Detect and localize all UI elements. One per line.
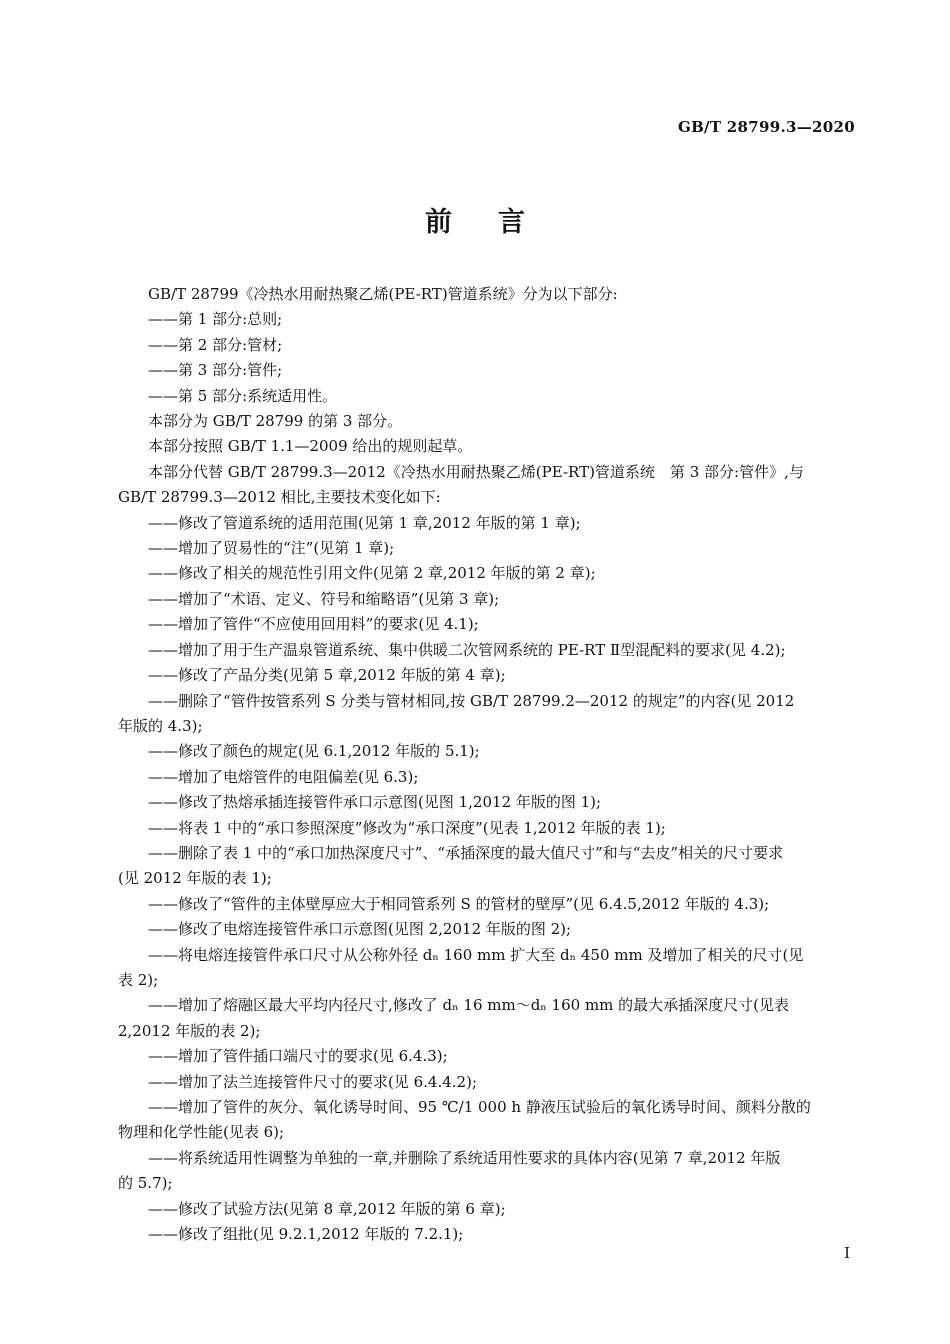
change-item	[118, 739, 860, 764]
change-item	[118, 1044, 860, 1069]
change-item	[118, 587, 860, 612]
change-item-text: ——修改了相关的规范性引用文件(见第 2 章,2012 年版的第 2 章);	[148, 564, 596, 583]
change-item	[118, 790, 860, 815]
intro-line: GB/T 28799《冷热水用耐热聚乙烯(PE-RT)管道系统》分为以下部分:	[148, 285, 618, 303]
change-item-text: ——修改了热熔承插连接管件承口示意图(见图 1,2012 年版的图 1);	[148, 793, 602, 812]
change-item	[118, 1146, 860, 1197]
change-item	[118, 612, 860, 637]
intro-line: ——第 5 部分:系统适用性。	[148, 386, 338, 405]
change-item-text: ——修改了“管件的主体壁厚应大于相同管系列 S 的管材的壁厚”(见 6.4.5,2012 年版的 4.3);	[148, 894, 770, 913]
page-title: 前言	[425, 207, 571, 238]
standard-number: GB/T 28799.3—2020	[677, 118, 855, 136]
change-item-text: ——增加了熔融区最大平均内径尺寸,修改了 dₙ 16 mm～dₙ 160 mm 的最大承插深度尺寸(见表	[148, 996, 790, 1015]
change-item	[118, 993, 860, 1044]
intro-section	[118, 282, 860, 460]
change-item-continuation: 2,2012 年版的表 2);	[118, 1021, 261, 1040]
intro-line: ——第 1 部分:总则;	[148, 310, 283, 329]
change-item	[118, 765, 860, 790]
change-item	[118, 689, 860, 740]
change-item	[118, 943, 860, 994]
intro-line: ——第 3 部分:管件;	[148, 361, 283, 380]
change-item	[118, 816, 860, 841]
change-item-text: ——修改了管道系统的适用范围(见第 1 章,2012 年版的第 1 章);	[148, 513, 581, 532]
change-item	[118, 1070, 860, 1095]
change-item-text: ——增加了法兰连接管件尺寸的要求(见 6.4.4.2);	[148, 1072, 478, 1091]
change-item	[118, 892, 860, 917]
change-item-text: ——增加了管件插口端尺寸的要求(见 6.4.3);	[148, 1047, 448, 1066]
change-item-text: ——增加了电熔管件的电阻偏差(见 6.3);	[148, 767, 419, 786]
change-item-text: ——将电熔连接管件承口尺寸从公称外径 dₙ 160 mm 扩大至 dₙ 450 mm 及增加了相关的尺寸(见	[148, 945, 804, 964]
change-item-continuation: 表 2);	[118, 970, 159, 989]
change-item-continuation: 物理和化学性能(见表 6);	[118, 1123, 285, 1142]
change-item-text: ——修改了电熔连接管件承口示意图(见图 2,2012 年版的图 2);	[148, 920, 572, 939]
change-item-text: ——删除了“管件按管系列 S 分类与管材相同,按 GB/T 28799.2—2012 的规定”的内容(见 2012	[148, 691, 795, 710]
change-item-text: ——将表 1 中的“承口参照深度”修改为“承口深度”(见表 1,2012 年版的表 1);	[148, 818, 666, 837]
change-item-text: ——增加了“术语、定义、符号和缩略语”(见第 3 章);	[148, 589, 500, 608]
change-item-text: ——删除了表 1 中的“承口加热深度尺寸”、“承插深度的最大值尺寸”和与“去皮”相关的尺寸要求	[148, 843, 784, 862]
change-item	[118, 1197, 860, 1222]
change-item	[118, 511, 860, 536]
change-item	[118, 638, 860, 663]
intro-line: 本部分按照 GB/T 1.1—2009 给出的规则起草。	[148, 437, 473, 456]
change-item	[118, 561, 860, 586]
change-item	[118, 1095, 860, 1146]
change-item-text: ——修改了产品分类(见第 5 章,2012 年版的第 4 章);	[148, 666, 506, 685]
page-number: I	[844, 1244, 850, 1262]
change-item-text: ——增加了管件的灰分、氧化诱导时间、95 ℃/1 000 h 静液压试验后的氧化诱导时间、颜料分散的	[148, 1098, 811, 1116]
change-item	[118, 663, 860, 688]
change-item-text: ——修改了颜色的规定(见 6.1,2012 年版的 5.1);	[148, 742, 480, 761]
intro-line: 本部分为 GB/T 28799 的第 3 部分。	[148, 412, 403, 431]
change-item-text: ——将系统适用性调整为单独的一章,并删除了系统适用性要求的具体内容(见第 7 章,2012 年版	[148, 1148, 781, 1167]
change-item-continuation: (见 2012 年版的表 1);	[118, 869, 272, 888]
change-item-text: ——修改了试验方法(见第 8 章,2012 年版的第 6 章);	[148, 1199, 506, 1218]
change-item-text: ——增加了管件“不应使用回用料”的要求(见 4.1);	[148, 615, 479, 634]
change-item-text: ——增加了贸易性的“注”(见第 1 章);	[148, 539, 395, 558]
changes-list	[118, 511, 860, 1248]
intro-line: ——第 2 部分:管材;	[148, 335, 283, 354]
replace-paragraph-line1: 本部分代替 GB/T 28799.3—2012《冷热水用耐热聚乙烯(PE-RT)管道系统 第 3 部分:管件》,与	[148, 462, 804, 481]
replace-paragraph-line2: GB/T 28799.3—2012 相比,主要技术变化如下:	[118, 488, 441, 507]
change-item-continuation: 的 5.7);	[118, 1174, 173, 1193]
change-item-text: ——修改了组批(见 9.2.1,2012 年版的 7.2.1);	[148, 1225, 464, 1244]
change-item-continuation: 年版的 4.3);	[118, 716, 203, 735]
change-item-text: ——增加了用于生产温泉管道系统、集中供暖二次管网系统的 PE-RT Ⅱ型混配料的要求(见 4.2);	[148, 640, 786, 659]
change-item	[118, 841, 860, 892]
change-item	[118, 1222, 860, 1247]
change-item	[118, 917, 860, 942]
change-item	[118, 536, 860, 561]
foreword-body	[118, 282, 860, 1247]
